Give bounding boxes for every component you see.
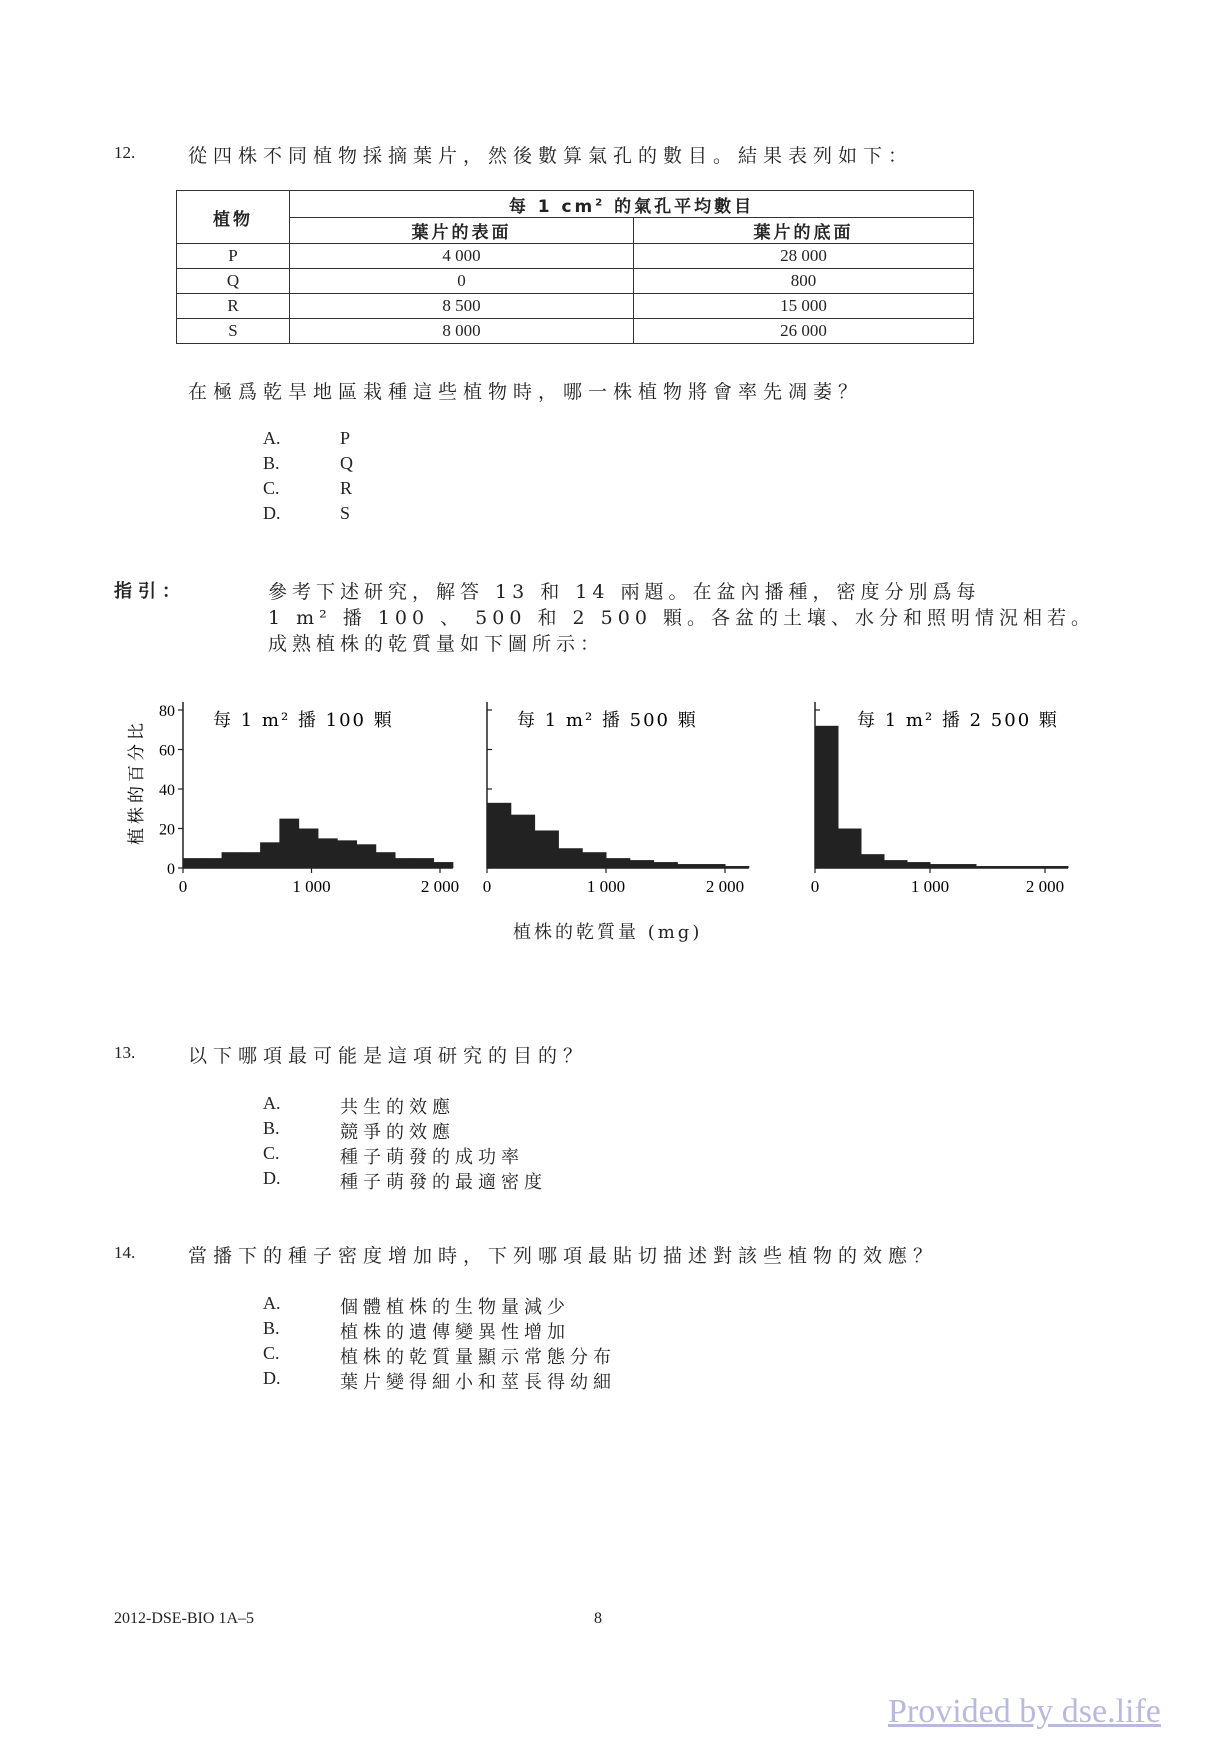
histogram-bar — [487, 803, 511, 868]
y-axis-label: 植株的百分比 — [127, 719, 147, 845]
histogram-bar — [535, 830, 559, 868]
directions-line-1: 參考下述研究，解答 13 和 14 兩題。在盆內播種，密度分別爲每 — [268, 581, 981, 603]
page-number: 8 — [594, 1610, 602, 1627]
directions-line-2: 1 m² 播 100 、 500 和 2 500 顆。各盆的土壤、水分和照明情況相若。 — [268, 607, 1095, 629]
x-tick-label: 1 000 — [292, 877, 331, 896]
y-tick-label: 80 — [159, 703, 175, 720]
paper-code: 2012-DSE-BIO 1A–5 — [114, 1610, 254, 1627]
cell-upper: 4 000 — [290, 244, 634, 269]
table-header-upper: 葉片的表面 — [290, 218, 634, 244]
table-header-group: 每 1 $cm^2$ 的氣孔平均數目 — [290, 191, 974, 218]
q12-question: 在極爲乾旱地區栽種這些植物時，哪一株植物將會率先凋萎？ — [188, 381, 864, 403]
directions-label: 指引： — [114, 581, 186, 602]
watermark: Provided by dse.life — [888, 1693, 1161, 1730]
chart-title: 每 1 m² 播 100 顆 — [213, 710, 394, 731]
q14-stem: 當播下的種子密度增加時，下列哪項最貼切描述對該些植物的效應？ — [188, 1245, 939, 1267]
x-tick-label: 2 000 — [705, 877, 745, 896]
table-row — [177, 244, 974, 269]
cell-plant: R — [177, 294, 290, 319]
table-row — [177, 319, 974, 344]
table-header-plant: 植物 — [177, 191, 290, 244]
histogram-bar — [376, 852, 396, 868]
cell-upper: 0 — [290, 269, 634, 294]
y-tick-label: 20 — [159, 821, 175, 839]
histogram-bar — [279, 819, 299, 868]
x-tick-label: 0 — [810, 877, 820, 896]
x-axis-label: 植株的乾質量 (mg) — [513, 922, 703, 943]
histogram-bar — [558, 848, 582, 868]
table-row — [177, 269, 974, 294]
cell-lower: 28 000 — [634, 244, 974, 269]
table-header-lower: 葉片的底面 — [634, 218, 974, 244]
histogram-bar — [815, 726, 839, 868]
histogram-bar — [654, 862, 678, 868]
histogram-bar — [222, 852, 242, 868]
cell-upper: 8 500 — [290, 294, 634, 319]
directions-line-3: 成熟植株的乾質量如下圖所示： — [268, 633, 605, 655]
chart-title: 每 1 m² 播 500 顆 — [517, 710, 698, 731]
histogram-bar — [630, 860, 654, 868]
histogram-bar — [337, 840, 357, 868]
cell-plant: P — [177, 244, 290, 269]
histogram-bar — [318, 838, 338, 868]
table-row — [177, 294, 974, 319]
histogram-bar — [884, 860, 908, 868]
q13-number: 13. — [114, 1043, 136, 1062]
histogram-bar — [907, 862, 931, 868]
q12-number: 12. — [114, 143, 136, 162]
x-tick-label: 1 000 — [910, 877, 950, 896]
histogram-bar — [511, 815, 535, 868]
cell-lower: 26 000 — [634, 319, 974, 344]
histogram-bar — [183, 858, 203, 868]
y-tick-label: 0 — [167, 861, 175, 878]
histogram-bar — [202, 858, 222, 868]
stomata-table — [176, 190, 974, 344]
q14-number: 14. — [114, 1243, 136, 1262]
y-tick-label: 40 — [159, 782, 175, 799]
histogram-bar — [356, 844, 376, 868]
histogram-bar — [395, 858, 415, 868]
histogram-bar — [838, 829, 862, 869]
cell-plant: S — [177, 319, 290, 344]
x-tick-label: 1 000 — [586, 877, 626, 896]
histogram-bar — [606, 858, 630, 868]
cell-upper: 8 000 — [290, 319, 634, 344]
histogram-bar — [414, 858, 434, 868]
cell-lower: 15 000 — [634, 294, 974, 319]
chart-title: 每 1 m² 播 2 500 顆 — [857, 710, 1059, 731]
x-tick-label: 2 000 — [1025, 877, 1065, 896]
x-tick-label: 0 — [178, 877, 188, 896]
q12-stem: 從四株不同植物採摘葉片，然後數算氣孔的數目。結果表列如下： — [188, 145, 914, 167]
histogram-bar — [260, 842, 280, 868]
cell-plant: Q — [177, 269, 290, 294]
q13-stem: 以下哪項最可能是這項研究的目的？ — [188, 1045, 589, 1067]
histogram-bar — [434, 862, 454, 868]
histogram-bar — [582, 852, 606, 868]
y-tick-label: 60 — [159, 742, 175, 760]
histogram-bar — [861, 854, 885, 868]
x-tick-label: 2 000 — [420, 877, 460, 896]
dry-mass-histograms — [0, 690, 1228, 950]
cell-lower: 800 — [634, 269, 974, 294]
histogram-bar — [241, 852, 261, 868]
x-tick-label: 0 — [482, 877, 492, 896]
histogram-bar — [299, 829, 319, 869]
